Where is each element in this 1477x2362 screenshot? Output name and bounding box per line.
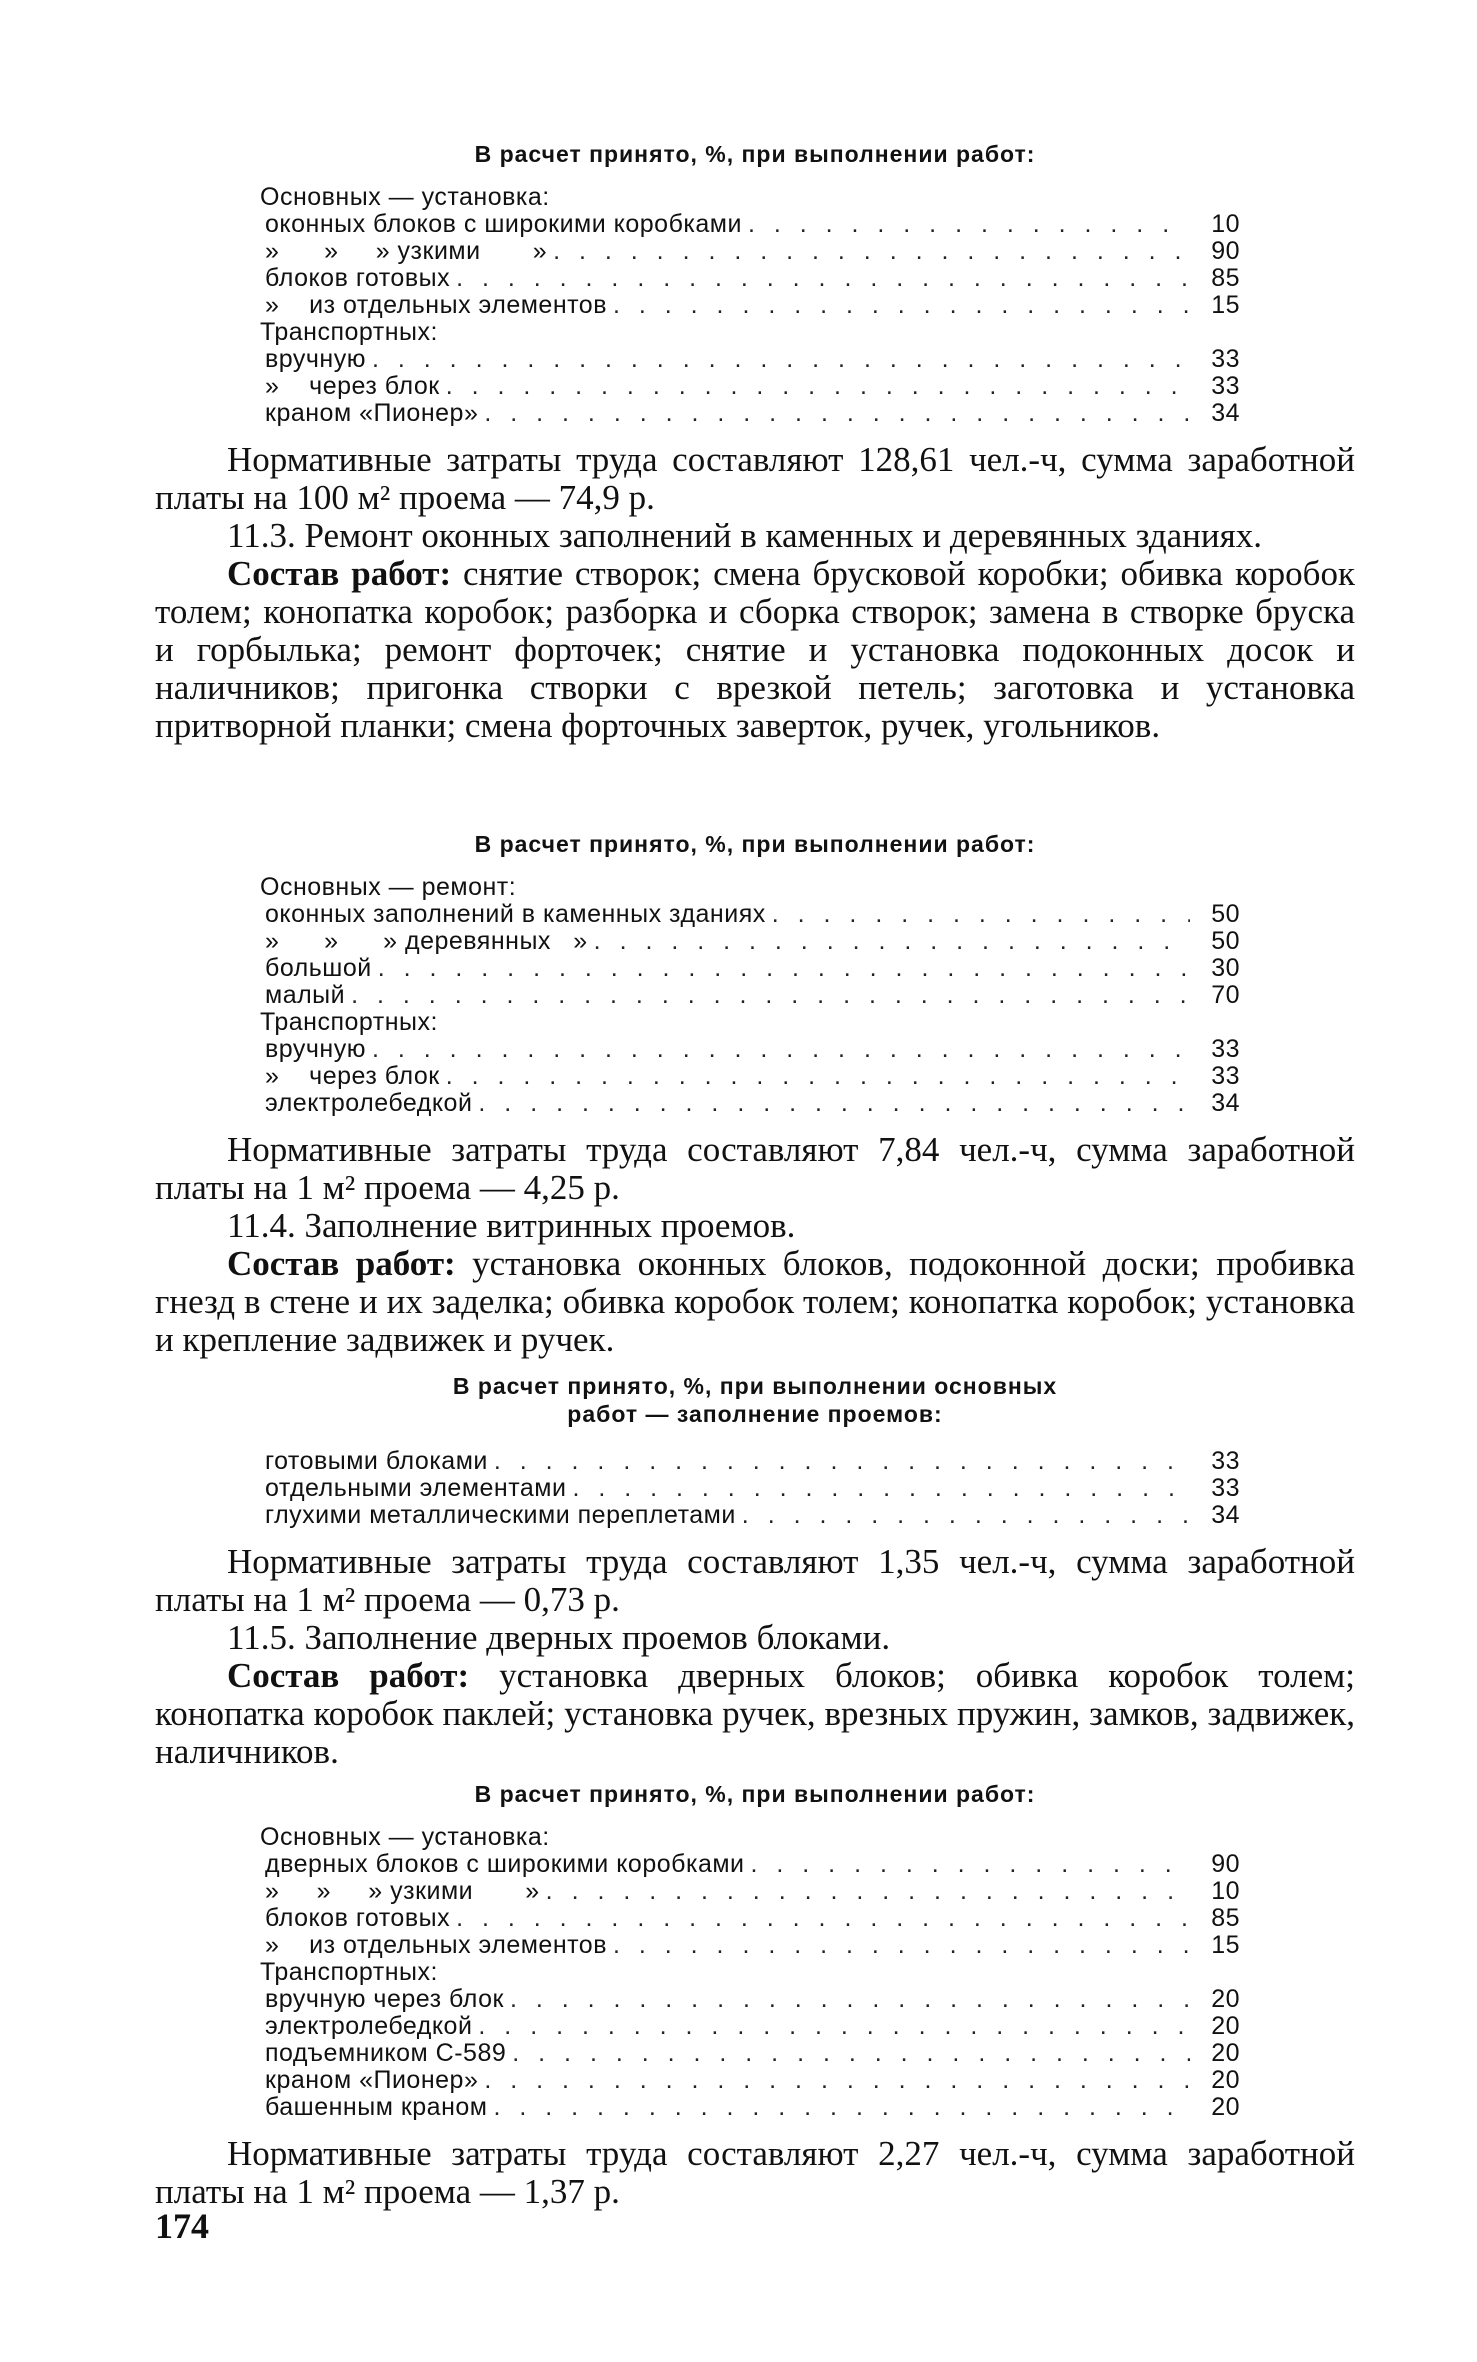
list-item: электролебедкой . . . 20 [155,2013,1240,2040]
list-item: вручную через блок . . . 20 [155,1986,1240,2013]
list-item: подъемником С-589 . . . 20 [155,2040,1240,2067]
list-item: » из отдельных элементов . . . 15 [155,292,1240,319]
block-3 [155,1372,1355,1771]
list-4 [155,1824,1355,2121]
list-item: » » » деревянных » . . . 50 [155,928,1240,955]
block-1 [155,140,1355,745]
list-2 [155,874,1355,1117]
section-11-3-title: 11.3. Ремонт оконных заполнений в каменных и деревянных зданиях. [227,516,1262,555]
section-11-5-title: 11.5. Заполнение дверных проемов блоками. [227,1618,891,1657]
list-item: оконных блоков с широкими коробками . . . 10 [155,211,1240,238]
list-group-heading: Транспортных: [260,1008,438,1036]
caption-1: В расчет принято, %, при выполнении работ: [474,141,1036,167]
caption-2: В расчет принято, %, при выполнении работ: [474,831,1036,857]
list-item: глухими металлическими переплетами . . . 34 [155,1502,1240,1529]
list-1 [155,184,1355,427]
norm-2: Нормативные затраты труда составляют 7,84 чел.-ч, сумма заработной платы на 1 м² проема — 4,25 р. [155,1130,1355,1207]
list-item: краном «Пионер» . . . 20 [155,2067,1240,2094]
page-number: 174 [155,2206,209,2246]
norm-3: Нормативные затраты труда составляют 1,35 чел.-ч, сумма заработной платы на 1 м² проема — 0,73 р. [155,1542,1355,1619]
norm-1: Нормативные затраты труда составляют 128,61 чел.-ч, сумма заработной платы на 100 м² проема — 74,9 р. [155,440,1355,517]
list-item: » через блок . . . 33 [155,373,1240,400]
section-11-4-title: 11.4. Заполнение витринных проемов. [227,1206,796,1245]
section-11-5-body: Состав работ: установка дверных блоков; обивка коробок толем; конопатка коробок паклей; установка ручек, врезных пружин, замков, задвижек, наличников. [155,1656,1355,1771]
list-item: башенным краном . . . 20 [155,2094,1240,2121]
list-item: вручную . . . 33 [155,1036,1240,1063]
list-group-heading: Основных — установка: [260,1823,550,1851]
list-group-heading: Основных — ремонт: [260,873,517,901]
list-item: блоков готовых . . . 85 [155,265,1240,292]
list-3 [155,1448,1355,1529]
list-item: большой . . . 30 [155,955,1240,982]
list-item: » » » узкими » . . . 90 [155,238,1240,265]
list-group-heading: Транспортных: [260,318,438,346]
list-item: электролебедкой . . . 34 [155,1090,1240,1117]
list-group-heading: Основных — установка: [260,183,550,211]
list-item: вручную . . . 33 [155,346,1240,373]
block-4 [155,1780,1355,2211]
list-item: отдельными элементами . . . 33 [155,1475,1240,1502]
section-11-3-body: Состав работ: снятие створок; смена брусковой коробки; обивка коробок толем; конопатка коробок; разборка и сборка створок; замена в створке бруска и горбылька; ремонт форточек; снятие и установка подоконных досок и наличников; пригонка створки с врезкой петель; заготовка и установка притворной планки; смена форточных заверток, ручек, угольников. [155,554,1355,745]
list-item: оконных заполнений в каменных зданиях . . . 50 [155,901,1240,928]
list-item: малый . . . 70 [155,982,1240,1009]
list-group-heading: Транспортных: [260,1958,438,1986]
list-item: » » » узкими » . . . 10 [155,1878,1240,1905]
list-item: » из отдельных элементов . . . 15 [155,1932,1240,1959]
norm-4: Нормативные затраты труда составляют 2,27 чел.-ч, сумма заработной платы на 1 м² проема — 1,37 р. [155,2134,1355,2211]
section-11-4-body: Состав работ: установка оконных блоков, подоконной доски; пробивка гнезд в стене и их заделка; обивка коробок толем; конопатка коробок; установка и крепление задвижек и ручек. [155,1244,1355,1359]
caption-4: В расчет принято, %, при выполнении работ: [474,1781,1036,1807]
list-item: краном «Пионер» . . . 34 [155,400,1240,427]
caption-3: В расчет принято, %, при выполнении основных работ — заполнение проемов: [452,1373,1058,1427]
list-item: » через блок . . . 33 [155,1063,1240,1090]
list-item: готовыми блоками . . . 33 [155,1448,1240,1475]
block-2 [155,830,1355,1359]
list-item: дверных блоков с широкими коробками . . . 90 [155,1851,1240,1878]
list-item: блоков готовых . . . 85 [155,1905,1240,1932]
